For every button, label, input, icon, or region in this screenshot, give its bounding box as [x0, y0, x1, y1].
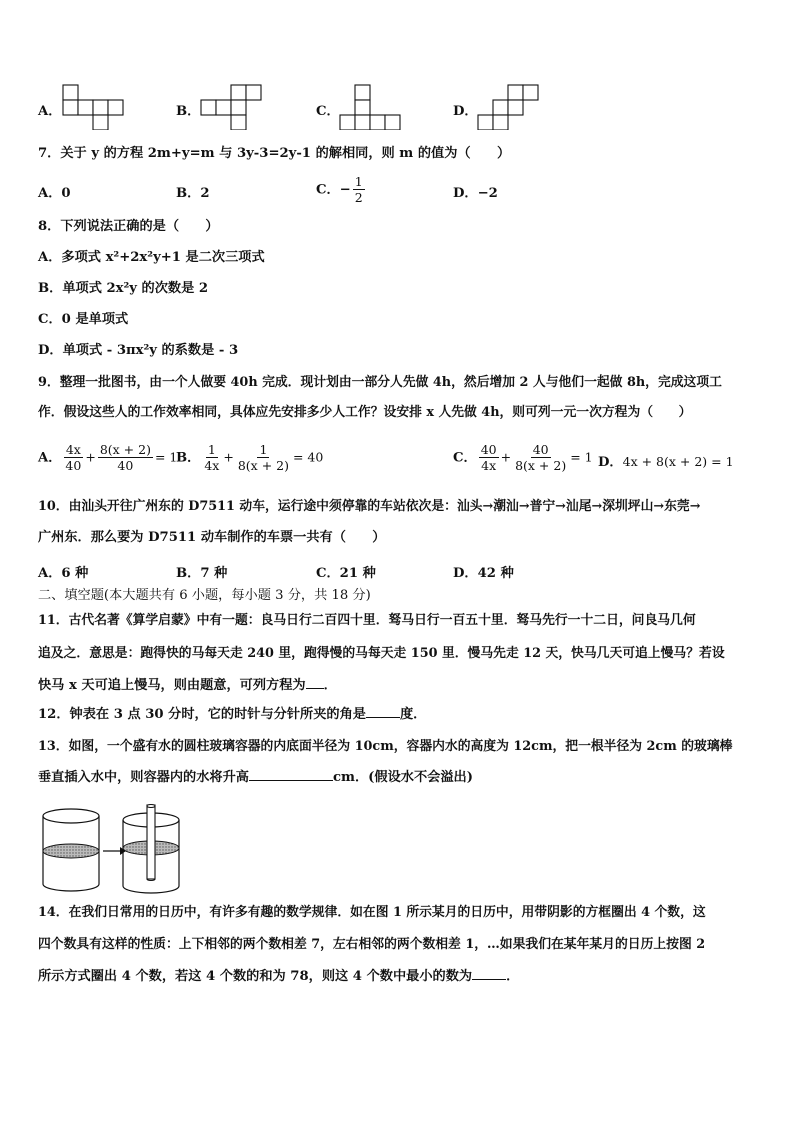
q7-option-d: D．−2 — [453, 186, 498, 201]
q9-c-fraction-1 — [479, 442, 499, 474]
q9-option-b-label: B． — [176, 450, 201, 466]
fraction-numerator: 1 — [207, 442, 216, 457]
q8-option-b: B．单项式 2x²y 的次数是 2 — [38, 281, 209, 296]
q7-option-a: A．0 — [38, 186, 71, 201]
q6-option-b-label: B． — [176, 104, 201, 119]
fraction-numerator: 1 — [354, 174, 363, 189]
q9-option-d-label: D． — [598, 455, 623, 470]
q10-option-b: B．7 种 — [176, 566, 228, 581]
q9-option-d — [598, 451, 734, 470]
q7-option-c-prefix: C．− — [316, 182, 351, 198]
q6-option-d-label: D． — [453, 104, 478, 119]
cylinder-before-icon — [43, 809, 99, 891]
fraction-denominator: 4x — [204, 458, 220, 473]
q10-stem-line1: 10．由汕头开往广州东的 D7511 动车，运行途中须停靠的车站依次是：汕头→潮汕→普宁→汕尾→深圳坪山→东莞→ — [38, 499, 701, 514]
net-square — [93, 115, 108, 130]
q14-stem-line1: 14．在我们日常用的日历中，有许多有趣的数学规律．如在图 1 所示某月的日历中，用带阴影的方框圈出 4 个数，这 — [38, 905, 706, 920]
q6-net-d-figure — [477, 84, 541, 130]
plus-sign: + — [223, 449, 234, 465]
q11-stem-line3 — [38, 677, 337, 695]
net-square — [78, 100, 93, 115]
fraction-numerator: 8(x + 2) — [99, 442, 151, 457]
q6-option-c-label: C． — [316, 104, 340, 119]
q6-net-a-figure — [62, 84, 126, 130]
net-square — [523, 85, 538, 100]
q9-a-fraction-1 — [63, 442, 83, 474]
q8-option-a: A．多项式 x²+2x²y+1 是二次三项式 — [38, 250, 265, 265]
q9-option-b — [176, 442, 323, 474]
net-square — [63, 100, 78, 115]
q10-stem-line2: 广州东．那么要为 D7511 动车制作的车票一共有（ ） — [38, 530, 386, 545]
q7-option-b: B．2 — [176, 186, 210, 201]
fraction-denominator: 4x — [481, 458, 497, 473]
q9-b-fraction-1 — [202, 442, 221, 474]
net-square — [355, 100, 370, 115]
net-square — [508, 85, 523, 100]
fraction-denominator: 2 — [354, 190, 363, 205]
q13-line2-end: cm．(假设水不会溢出) — [333, 770, 473, 785]
q8-option-c: C．0 是单项式 — [38, 312, 129, 327]
net-square — [355, 85, 370, 100]
net-square — [478, 115, 493, 130]
equation-tail: = 1 — [154, 449, 178, 465]
q10-option-d: D．42 种 — [453, 566, 514, 581]
net-square — [201, 100, 216, 115]
q7-option-c — [316, 174, 367, 206]
q10-option-a: A．6 种 — [38, 566, 89, 581]
q14-line3-text: 所示方式圈出 4 个数，若这 4 个数的和为 78，则这 4 个数中最小的数为 — [38, 969, 473, 984]
q11-answer-blank — [306, 688, 324, 689]
q9-option-c-label: C． — [453, 450, 477, 466]
q9-a-fraction-2 — [98, 442, 153, 474]
q14-stem-line2: 四个数具有这样的性质：上下相邻的两个数相差 7，左右相邻的两个数相差 1，…如果我们在某年某月的日历上按图 2 — [38, 937, 706, 952]
q9-option-c — [453, 442, 593, 474]
q14-answer-blank — [472, 979, 506, 980]
net-square — [63, 85, 78, 100]
net-square — [370, 115, 385, 130]
q9-stem-line2: 作．假设这些人的工作效率相同，具体应先安排多少人工作？设安排 x 人先做 4h，则可列一元一次方程为（ ） — [38, 405, 692, 420]
section-2-heading: 二、填空题(本大题共有 6 小题，每小题 3 分，共 18 分) — [38, 588, 371, 603]
fraction-numerator: 1 — [259, 442, 268, 457]
q13-stem-line2 — [38, 769, 473, 787]
plus-sign: + — [85, 449, 96, 465]
q6-net-c-figure — [339, 84, 403, 130]
fraction-denominator: 8(x + 2) — [515, 458, 567, 473]
fraction-numerator: 4x — [65, 442, 81, 457]
equation-tail: = 40 — [292, 449, 324, 465]
net-square — [493, 100, 508, 115]
fraction-denominator: 40 — [117, 458, 134, 473]
net-square — [231, 100, 246, 115]
q9-option-a — [38, 442, 177, 474]
net-square — [246, 85, 261, 100]
q12-stem — [38, 706, 426, 724]
q13-line2-text: 垂直插入水中，则容器内的水将升高 — [38, 770, 249, 785]
q13-answer-blank — [249, 780, 333, 781]
q8-option-d: D．单项式 - 3πx²y 的系数是 - 3 — [38, 343, 239, 358]
q6-option-a-label: A． — [38, 104, 62, 119]
q7-option-c-fraction — [353, 174, 365, 206]
q13-cylinder-figure — [36, 804, 186, 896]
fraction-denominator: 40 — [65, 458, 82, 473]
q9-c-fraction-2 — [513, 442, 568, 474]
net-square — [216, 100, 231, 115]
q9-b-fraction-2 — [236, 442, 291, 474]
q11-line3-end: ． — [323, 678, 337, 693]
net-square — [231, 85, 246, 100]
q14-line3-end: ． — [506, 969, 520, 984]
q11-line3-text: 快马 x 天可追上慢马，则由题意，可列方程为 — [38, 678, 306, 693]
q12-text-end: 度． — [400, 707, 427, 722]
q12-answer-blank — [366, 717, 400, 718]
q11-stem-line1: 11．古代名著《算学启蒙》中有一题：良马日行二百四十里．驽马日行一百五十里．驽马先行一十二日，问良马几何 — [38, 613, 696, 628]
net-square — [385, 115, 400, 130]
net-square — [340, 115, 355, 130]
q10-option-c: C．21 种 — [316, 566, 376, 581]
fraction-numerator: 40 — [532, 442, 549, 457]
net-square — [108, 100, 123, 115]
net-square — [355, 115, 370, 130]
q11-stem-line2: 追及之．意思是：跑得快的马每天走 240 里，跑得慢的马每天走 150 里．慢马先走 12 天，快马几天可追上慢马？若设 — [38, 646, 725, 661]
net-square — [231, 115, 246, 130]
q12-text: 12．钟表在 3 点 30 分时，它的时针与分针所夹的角是 — [38, 707, 366, 722]
q14-stem-line3 — [38, 968, 519, 986]
cylinder-after-icon — [123, 805, 179, 894]
plus-sign: + — [500, 449, 512, 465]
q8-stem: 8．下列说法正确的是（ ） — [38, 219, 219, 234]
equation-tail: = 1 — [570, 449, 593, 465]
net-square — [93, 100, 108, 115]
q6-net-b-figure — [200, 84, 264, 130]
net-square — [508, 100, 523, 115]
q7-stem: 7．关于 y 的方程 2m+y=m 与 3y-3=2y-1 的解相同，则 m 的值为（ ） — [38, 146, 511, 161]
q9-option-a-label: A． — [38, 450, 62, 466]
fraction-numerator: 40 — [480, 442, 497, 457]
q9-stem-line1: 9．整理一批图书，由一个人做要 40h 完成．现计划由一部分人先做 4h，然后增加 2 人与他们一起做 8h，完成这项工 — [38, 375, 722, 390]
q9-option-d-expression: 4x + 8(x + 2) = 1 — [622, 454, 734, 469]
q13-stem-line1: 13．如图，一个盛有水的圆柱玻璃容器的内底面半径为 10cm，容器内水的高度为 12cm，把一根半径为 2cm 的玻璃棒 — [38, 739, 733, 754]
fraction-denominator: 8(x + 2) — [237, 458, 289, 473]
net-square — [493, 115, 508, 130]
